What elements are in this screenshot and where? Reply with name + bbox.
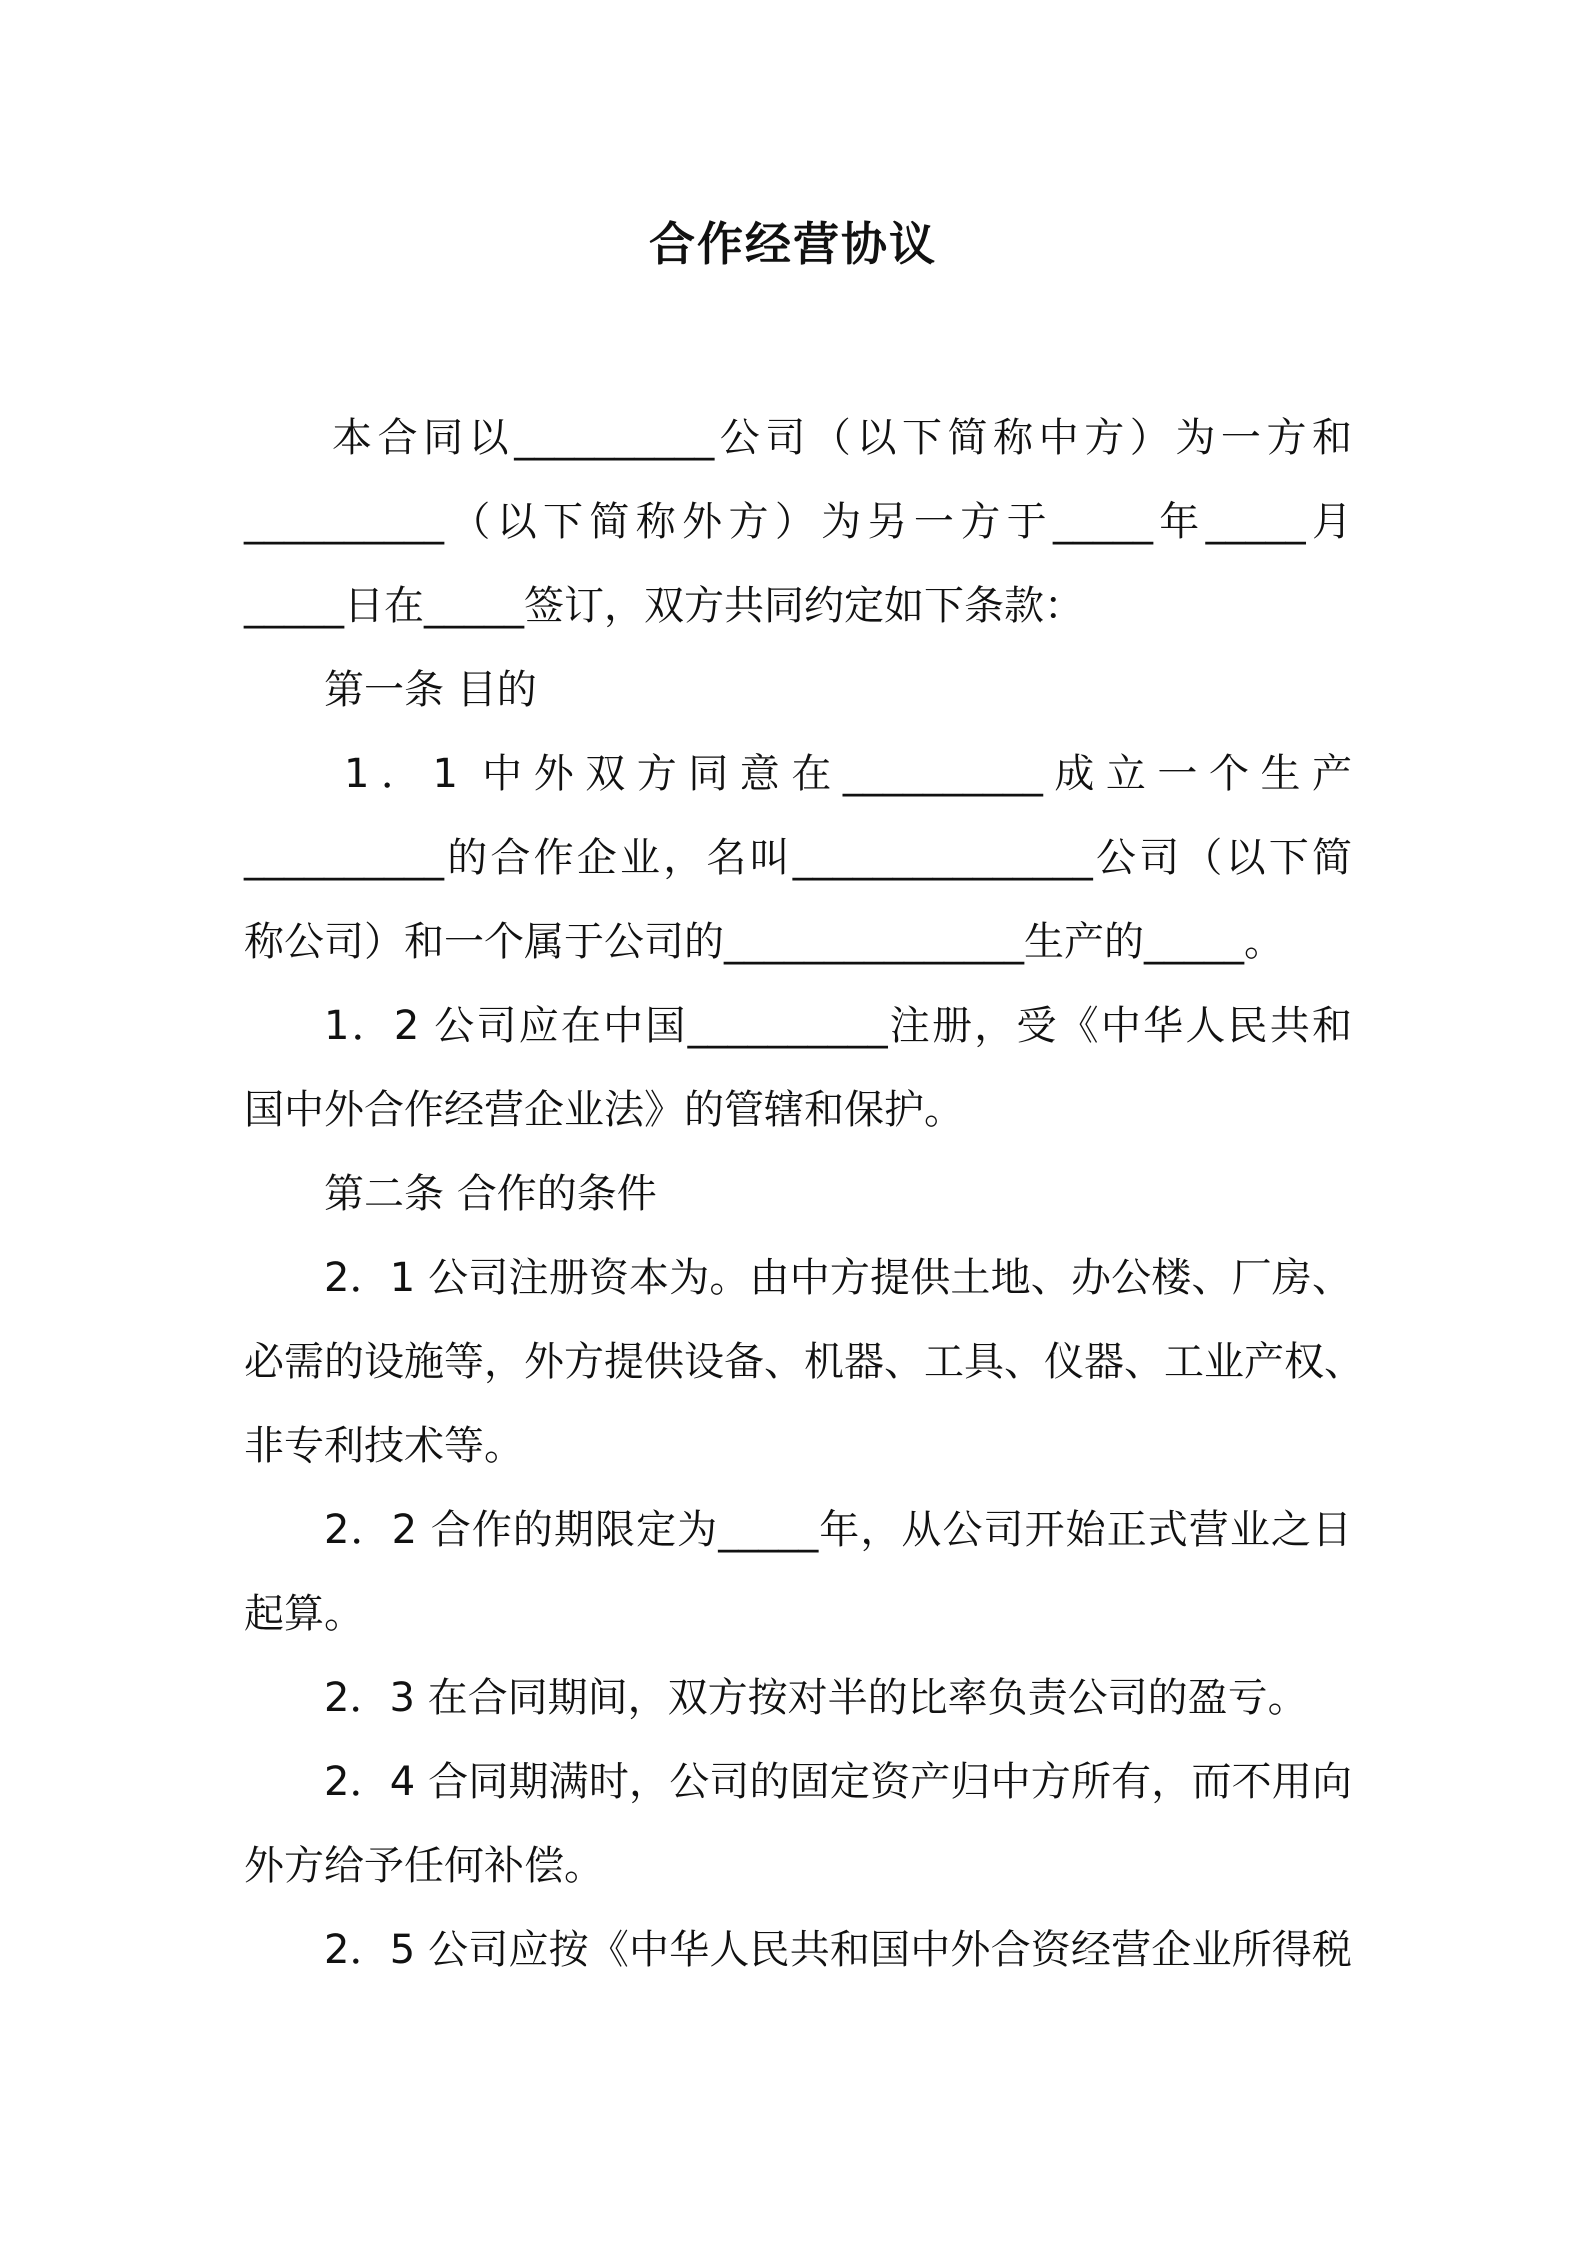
clause-2-1-line-1: 2．1 公司注册资本为。由中方提供土地、办公楼、厂房、 <box>324 1255 1352 1301</box>
clause-1-1-line-2: __________的合作企业，名叫_______________公司（以下简 <box>244 835 1352 881</box>
intro-line-2: __________（以下简称外方）为另一方于_____年_____月 <box>244 499 1352 545</box>
clause-2-2-line-2: 起算。 <box>244 1591 364 1637</box>
clause-2-4-line-1: 2．4 合同期满时，公司的固定资产归中方所有，而不用向 <box>324 1759 1352 1805</box>
intro-line-1: 本合同以__________公司（以下简称中方）为一方和 <box>332 415 1352 461</box>
clause-2-2-line-1: 2．2 合作的期限定为_____年，从公司开始正式营业之日 <box>324 1507 1352 1553</box>
clause-2-1-line-3: 非专利技术等。 <box>244 1423 524 1469</box>
article-2-heading: 第二条 合作的条件 <box>324 1171 657 1217</box>
clause-1-1-line-3: 称公司）和一个属于公司的_______________生产的_____。 <box>244 919 1284 965</box>
document-title: 合作经营协议 <box>649 217 937 271</box>
clause-2-1-line-2: 必需的设施等，外方提供设备、机器、工具、仪器、工业产权、 <box>244 1339 1364 1385</box>
article-1-heading: 第一条 目的 <box>324 667 537 713</box>
clause-2-5-line-1: 2．5 公司应按《中华人民共和国中外合资经营企业所得税 <box>324 1927 1352 1973</box>
intro-line-3: _____日在_____签订，双方共同约定如下条款： <box>244 583 1084 629</box>
clause-1-2-line-2: 国中外合作经营企业法》的管辖和保护。 <box>244 1087 964 1133</box>
clause-2-3-line-1: 2．3 在合同期间，双方按对半的比率负责公司的盈亏。 <box>324 1675 1308 1721</box>
clause-1-2-line-1: 1．2 公司应在中国__________注册，受《中华人民共和 <box>324 1003 1352 1049</box>
clause-2-4-line-2: 外方给予任何补偿。 <box>244 1843 604 1889</box>
clause-1-1-line-1: 1．1 中外双方同意在__________成立一个生产 <box>344 751 1352 797</box>
